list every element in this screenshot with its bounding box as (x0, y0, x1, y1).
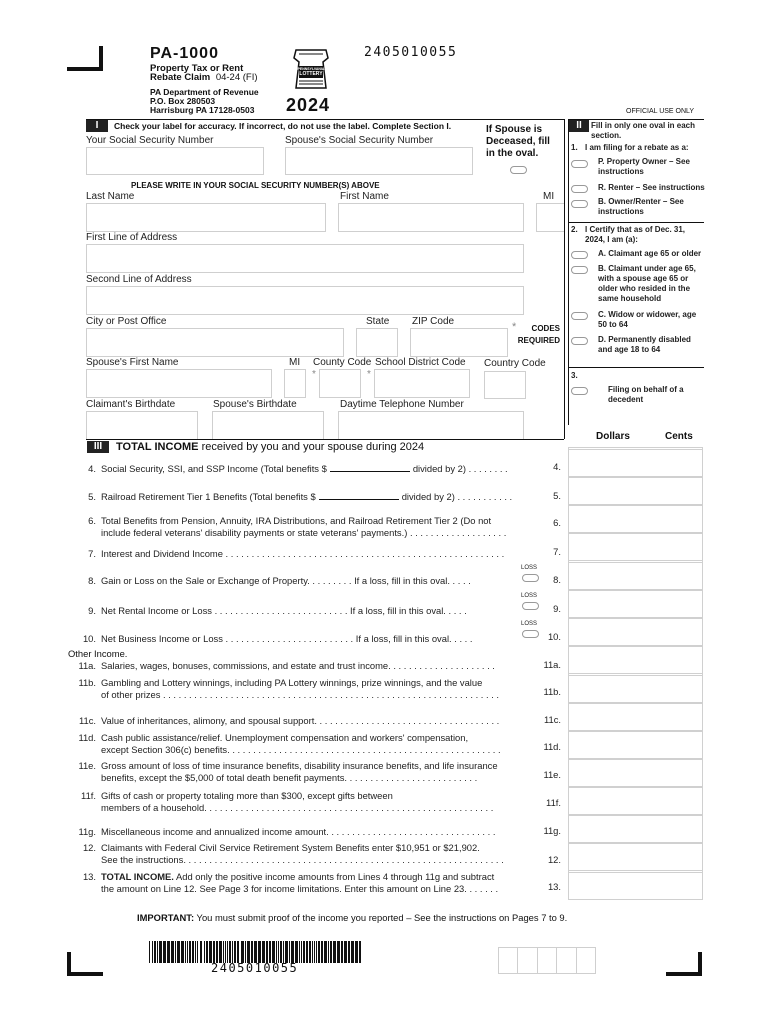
barcode (149, 941, 363, 963)
barcode-bar (309, 941, 311, 963)
amount-field[interactable] (568, 759, 703, 787)
barcode-bar (167, 941, 170, 963)
address-line2-field[interactable] (86, 286, 524, 315)
office-use-box (557, 948, 576, 973)
opt-renter-label: R. Renter – See instructions (598, 183, 705, 192)
barcode-bar (245, 941, 246, 963)
barcode-bar (216, 941, 218, 963)
section-2-divider-1 (568, 222, 704, 223)
line-number: 13. (82, 871, 96, 882)
line-description-text: Salaries, wages, bonuses, commissions, and estate and trust income. . . . . . . . . . . . . . . . . . . . . (101, 660, 495, 671)
barcode-bar (192, 941, 194, 963)
line-description-text: Add only the positive income amounts from Lines 4 through 11g and subtract (173, 871, 495, 882)
line-number: 9. (88, 605, 96, 616)
spouse-first-name-field[interactable] (86, 369, 272, 398)
line-description-text: Gifts of cash or property totaling more than $300, except gifts between (101, 790, 393, 801)
barcode-bar (341, 941, 343, 963)
line-reference: 11b. (543, 686, 561, 697)
barcode-bar (262, 941, 265, 963)
spouse-deceased-text: If Spouse is Deceased, fill in the oval. (486, 124, 550, 159)
line-description (101, 732, 468, 743)
q2-number: 2. (571, 225, 578, 234)
barcode-bar (314, 941, 315, 963)
opt-property-owner-oval[interactable] (571, 160, 588, 168)
opt-disabled-oval[interactable] (571, 337, 588, 345)
loss-oval-10[interactable] (522, 630, 539, 638)
line-number: 11d. (78, 732, 96, 743)
barcode-bar (163, 941, 166, 963)
line-description (101, 715, 499, 726)
spouse-birthdate-field[interactable] (212, 411, 324, 439)
barcode-bar (337, 941, 340, 963)
line-description-tail: divided by 2) . . . . . . . . (412, 463, 508, 474)
codes-required: CODES REQUIRED (517, 324, 560, 345)
amount-field[interactable] (568, 731, 703, 759)
q1-text: I am filing for a rebate as a: (585, 143, 689, 152)
barcode-bar (204, 941, 205, 963)
mi-field[interactable] (536, 203, 564, 232)
line-description-continued: except Section 306(c) benefits. . . . . . . . . . . . . . . . . . . . . . . . . . . . . . . . . . . . . . . . . . . . . . . . . . . . . (101, 744, 501, 755)
opt-property-owner-label: P. Property Owner – See instructions (598, 157, 690, 176)
country-code-field[interactable] (484, 371, 526, 399)
line-number: 11g. (78, 826, 96, 837)
form-title-text: Rebate Claim (150, 72, 211, 83)
zip-label: ZIP Code (412, 316, 455, 327)
barcode-bar (306, 941, 308, 963)
barcode-bar (321, 941, 323, 963)
crop-mark-bottom-right (666, 972, 702, 976)
section-3-title (116, 441, 424, 453)
amount-field[interactable] (568, 590, 703, 618)
opt-widow-label: C. Widow or widower, age 50 to 64 (598, 310, 697, 329)
barcode-bar (175, 941, 176, 963)
opt-decedent-label: Filing on behalf of a decedent (608, 385, 684, 404)
amount-field[interactable] (568, 815, 703, 843)
ssn-label: Your Social Security Number (86, 135, 214, 146)
opt-decedent-oval[interactable] (571, 387, 588, 395)
spouse-deceased-oval[interactable] (510, 166, 527, 174)
barcode-bar (299, 941, 300, 963)
opt-age65-label: A. Claimant age 65 or older (598, 249, 702, 258)
barcode-bar (197, 941, 198, 963)
amount-field[interactable] (568, 703, 703, 731)
claimant-birthdate-field[interactable] (86, 411, 198, 439)
line-number: 12. (82, 842, 96, 853)
important-label: IMPORTANT: (137, 912, 195, 923)
address-line2-label: Second Line of Address (86, 274, 192, 285)
section-1-instruction: Check your label for accuracy. If incorrect, do not use the label. Complete Section I. (114, 121, 452, 131)
crop-mark-bottom-left (67, 972, 103, 976)
barcode-bar (225, 941, 226, 963)
barcode-bar (185, 941, 186, 963)
barcode-number-top: 2405010055 (364, 45, 458, 60)
spouse-ssn-field[interactable] (285, 147, 473, 175)
loss-label-9: LOSS (521, 593, 538, 599)
barcode-bar (227, 941, 228, 963)
barcode-bar (272, 941, 275, 963)
line-number: 6. (88, 515, 96, 526)
barcode-bar (149, 941, 150, 963)
barcode-bar (187, 941, 188, 963)
county-code-label: County Code (313, 357, 372, 368)
other-income-label: Other Income. (68, 648, 128, 659)
amount-field[interactable] (568, 449, 703, 477)
loss-label-8: LOSS (521, 565, 538, 571)
line-description-text: Social Security, SSI, and SSP Income (Total benefits $ (101, 463, 327, 474)
line-description-text: Miscellaneous income and annualized income amount. . . . . . . . . . . . . . . . . . . . . . . . . . . . . . . . . (101, 826, 496, 837)
barcode-bar (301, 941, 302, 963)
opt-age65-oval[interactable] (571, 251, 588, 259)
line-description-tail: divided by 2) . . . . . . . . . . . (401, 491, 513, 502)
line-reference: 7. (553, 546, 561, 557)
barcode-bar (324, 941, 327, 963)
dept-line3: Harrisburg PA 17128-0503 (150, 105, 255, 115)
cents-header: Cents (665, 431, 693, 442)
line-description-text: Net Rental Income or Loss . . . . . . . . . . . . . . . . . . . . . . . . . . If a loss, fill in this oval. . . . . (101, 605, 467, 616)
line-number: 11f. (81, 790, 96, 801)
line-description (101, 842, 480, 853)
barcode-bar (269, 941, 271, 963)
zip-field[interactable] (410, 328, 508, 357)
barcode-bar (213, 941, 215, 963)
line-description-text: Interest and Dividend Income . . . . . . . . . . . . . . . . . . . . . . . . . . . . . . . . . . . . . . . . . . . . . . . . . . . . . . (101, 548, 505, 559)
line-reference: 5. (553, 490, 561, 501)
write-ssn-note: PLEASE WRITE IN YOUR SOCIAL SECURITY NUMBER(S) ABOVE (131, 181, 380, 190)
amount-field[interactable] (568, 562, 703, 590)
line-number: 10. (82, 633, 96, 644)
form-title-line2 (150, 72, 258, 83)
codes-required-star: * (512, 321, 517, 333)
pa-lottery-logo (290, 48, 332, 92)
loss-oval-8[interactable] (522, 574, 539, 582)
barcode-bar (254, 941, 257, 963)
amount-field[interactable] (568, 646, 703, 674)
last-name-label: Last Name (86, 191, 135, 202)
loss-oval-9[interactable] (522, 602, 539, 610)
barcode-bar (316, 941, 317, 963)
county-code-star: * (312, 369, 316, 380)
spouse-birthdate-label: Spouse's Birthdate (213, 399, 297, 410)
barcode-bar (247, 941, 250, 963)
school-code-star: * (367, 369, 371, 380)
barcode-bar (303, 941, 305, 963)
barcode-bar (157, 941, 158, 963)
line-description-text: Gambling and Lottery winnings, including PA Lottery winnings, prize winnings, and the value (101, 677, 483, 688)
city-field[interactable] (86, 328, 344, 357)
line-number: 11e. (78, 760, 96, 771)
barcode-bar (266, 941, 268, 963)
office-use-boxes (498, 947, 596, 974)
section-1-top-rule (86, 119, 564, 120)
line-description-text: Net Business Income or Loss . . . . . . . . . . . . . . . . . . . . . . . . . If a loss, fill in this oval. . . . . (101, 633, 473, 644)
section-3-title-bold: TOTAL INCOME (116, 441, 199, 453)
barcode-bar (219, 941, 222, 963)
line-description (101, 826, 495, 837)
line-reference: 11c. (543, 714, 561, 725)
address-line1-field[interactable] (86, 244, 524, 273)
line-reference: 13. (547, 881, 561, 892)
barcode-bar (177, 941, 180, 963)
barcode-bar (280, 941, 282, 963)
line-description (101, 491, 512, 502)
barcode-bar (200, 941, 202, 963)
address-line1-label: First Line of Address (86, 232, 178, 243)
state-field[interactable] (356, 328, 398, 357)
barcode-bar (206, 941, 208, 963)
section-1-bottom-rule (86, 439, 564, 440)
line-reference: 11g. (543, 825, 561, 836)
line-reference: 11a. (543, 659, 561, 670)
barcode-bar (229, 941, 231, 963)
opt-under65-oval[interactable] (571, 266, 588, 274)
line-reference: 11d. (543, 741, 561, 752)
spouse-mi-field[interactable] (284, 369, 306, 398)
amount-field[interactable] (568, 872, 703, 900)
line-reference: 9. (553, 603, 561, 614)
line-reference: 11e. (543, 769, 561, 780)
line-number: 7. (88, 548, 96, 559)
barcode-bar (251, 941, 253, 963)
barcode-bar (359, 941, 361, 963)
q1-number: 1. (571, 143, 578, 152)
barcode-bar (276, 941, 277, 963)
barcode-bar (189, 941, 191, 963)
barcode-bar (195, 941, 196, 963)
barcode-bar (278, 941, 279, 963)
crop-mark-top-left-v (99, 46, 103, 71)
school-district-code-field[interactable] (374, 369, 470, 398)
amount-field[interactable] (568, 787, 703, 815)
amount-field[interactable] (568, 675, 703, 703)
section-2-intro: Fill in only one oval in each section. (591, 121, 696, 140)
mi-label: MI (543, 191, 555, 202)
barcode-bar (241, 941, 244, 963)
line-description (101, 660, 495, 671)
q2-text: I Certify that as of Dec. 31, 2024, I am (a): (585, 225, 686, 244)
line-description (101, 463, 508, 474)
crop-mark-bottom-right-v (698, 952, 702, 976)
dollars-header: Dollars (596, 431, 630, 442)
opt-under65-label: B. Claimant under age 65, with a spouse age 65 or older who resided in the same household (598, 264, 696, 303)
line-description-continued: See the instructions. . . . . . . . . . . . . . . . . . . . . . . . . . . . . . . . . . . . . . . . . . . . . . . . . . . . . . . . . . . . . . (101, 854, 504, 865)
loss-label-10: LOSS (521, 621, 538, 627)
line-description-bold: TOTAL INCOME. (101, 871, 174, 882)
line-number: 4. (88, 463, 96, 474)
opt-renter-oval[interactable] (571, 185, 588, 193)
dept-line1: PA Department of Revenue (150, 87, 259, 97)
line-description-continued: of other prizes . . . . . . . . . . . . . . . . . . . . . . . . . . . . . . . . . . . . . . . . . . . . . . . . . . . . . . . . . . . . . . . . . (101, 689, 500, 700)
section-1-badge: I (86, 120, 108, 132)
line-description-text: Value of inheritances, alimony, and spousal support. . . . . . . . . . . . . . . . . . . . . . . . . . . . . . . . . . . . (101, 715, 500, 726)
barcode-bar (291, 941, 294, 963)
section-1-right-rule (564, 119, 565, 439)
line-description-continued: include federal veterans' disability payments or state veterans' payments.) . . . . . . . . . . . . . . . . . . . (101, 527, 507, 538)
office-use-box (577, 948, 595, 973)
opt-owner-renter-oval[interactable] (571, 200, 588, 208)
barcode-number-bottom: 2405010055 (211, 961, 299, 975)
barcode-bar (181, 941, 184, 963)
line-number: 5. (88, 491, 96, 502)
line-description (101, 548, 504, 559)
line-description-text: Total Benefits from Pension, Annuity, IRA Distributions, and Railroad Retirement Tier 2 (Do not (101, 515, 492, 526)
opt-owner-renter-label: B. Owner/Renter – See instructions (598, 197, 684, 216)
barcode-bar (312, 941, 313, 963)
daytime-phone-field[interactable] (338, 411, 524, 439)
line-description-text: Railroad Retirement Tier 1 Benefits (Total benefits $ (101, 491, 316, 502)
line-description-continued: benefits, except the $5,000 of total death benefit payments. . . . . . . . . . . . . . . . . . . . . . . . . . (101, 772, 478, 783)
line-description (101, 605, 467, 616)
school-district-code-label: School District Code (375, 357, 466, 368)
opt-disabled-label: D. Permanently disabled and age 18 to 64 (598, 335, 691, 354)
section-2-badge: II (569, 120, 589, 132)
barcode-bar (344, 941, 347, 963)
first-name-label: First Name (340, 191, 389, 202)
important-text: You must submit proof of the income you reported – See the instructions on Pages 7 to 9. (196, 912, 568, 923)
barcode-bar (234, 941, 236, 963)
line-description-text: Cash public assistance/relief. Unemployment compensation and workers' compensation, (101, 732, 469, 743)
barcode-bar (295, 941, 298, 963)
form-title-line1: Property Tax or Rent (150, 63, 244, 74)
barcode-bar (348, 941, 350, 963)
barcode-bar (159, 941, 162, 963)
barcode-bar (223, 941, 224, 963)
line-description (101, 515, 491, 526)
barcode-bar (209, 941, 212, 963)
tax-year: 2024 (286, 95, 331, 115)
city-label: City or Post Office (86, 316, 167, 327)
line-description (101, 677, 482, 688)
barcode-bar (237, 941, 239, 963)
barcode-bar (289, 941, 290, 963)
barcode-bar (330, 941, 332, 963)
daytime-phone-label: Daytime Telephone Number (340, 399, 464, 410)
line-description (101, 575, 471, 586)
form-code: PA-1000 (150, 45, 219, 62)
section-3-title-rest: received by you and your spouse during 2024 (201, 441, 425, 453)
state-label: State (366, 316, 390, 327)
crop-mark-bottom-left-v (67, 952, 71, 976)
q3-number: 3. (571, 371, 578, 380)
line-description-text: Gain or Loss on the Sale or Exchange of Property. . . . . . . . . If a loss, fill in this oval. . . . . (101, 575, 471, 586)
barcode-bar (152, 941, 153, 963)
amount-field[interactable] (568, 505, 703, 533)
line-number: 11c. (78, 715, 96, 726)
line-number: 8. (88, 575, 96, 586)
claimant-birthdate-label: Claimant's Birthdate (86, 399, 176, 410)
barcode-bar (333, 941, 336, 963)
line-description-continued: members of a household. . . . . . . . . . . . . . . . . . . . . . . . . . . . . . . . . . . . . . . . . . . . . . . . . . . . . . . . (101, 802, 494, 813)
amount-field[interactable] (568, 843, 703, 871)
important-note (137, 912, 567, 923)
official-use-only: OFFICIAL USE ONLY (626, 108, 695, 115)
line-reference: 6. (553, 517, 561, 528)
crop-mark-top-left (67, 67, 103, 71)
line-number: 11a. (78, 660, 96, 671)
line-reference: 12. (547, 854, 561, 865)
dept-line2: P.O. Box 280503 (150, 96, 216, 106)
line-description (101, 790, 393, 801)
spouse-ssn-label: Spouse's Social Security Number (285, 135, 434, 146)
benefits-amount-field[interactable] (319, 491, 399, 500)
office-use-box (518, 948, 537, 973)
barcode-bar (171, 941, 174, 963)
barcode-bar (328, 941, 329, 963)
spouse-first-name-label: Spouse's First Name (86, 357, 179, 368)
line-description-text: Gross amount of loss of time insurance benefits, disability insurance benefits, and life insurance (101, 760, 498, 771)
line-description (101, 760, 498, 771)
barcode-bar (283, 941, 284, 963)
amount-field[interactable] (568, 533, 703, 561)
office-use-box (499, 948, 518, 973)
barcode-bar (351, 941, 354, 963)
spouse-mi-label: MI (289, 357, 301, 368)
lottery-logo-text-1: PENNSYLVANIA (297, 67, 325, 71)
section-3-badge: III (87, 441, 109, 453)
office-use-box (538, 948, 557, 973)
form-version: 04-24 (FI) (215, 72, 258, 83)
country-code-label: Country Code (484, 358, 546, 369)
line-number: 11b. (78, 677, 96, 688)
first-name-field[interactable] (338, 203, 524, 232)
barcode-bar (355, 941, 358, 963)
amount-field[interactable] (568, 618, 703, 646)
barcode-bar (154, 941, 156, 963)
barcode-bar (285, 941, 288, 963)
opt-widow-oval[interactable] (571, 312, 588, 320)
line-reference: 11f. (546, 797, 561, 808)
barcode-bar (258, 941, 261, 963)
line-description-continued: the amount on Line 12. See Page 3 for income limitations. Enter this amount on Line 23. . . . . . . (101, 883, 499, 894)
section-2-divider-2 (568, 367, 704, 368)
line-description (101, 633, 472, 644)
line-reference: 8. (553, 574, 561, 585)
lottery-logo-text-2: LOTTERY (299, 71, 323, 77)
line-reference: 4. (553, 461, 561, 472)
line-reference: 10. (547, 631, 561, 642)
barcode-bar (232, 941, 233, 963)
line-description (101, 871, 494, 882)
county-code-field[interactable] (319, 369, 361, 398)
last-name-field[interactable] (86, 203, 326, 232)
benefits-amount-field[interactable] (330, 463, 410, 472)
ssn-field[interactable] (86, 147, 264, 175)
amount-field[interactable] (568, 477, 703, 505)
barcode-bar (318, 941, 320, 963)
line-description-text: Claimants with Federal Civil Service Retirement System Benefits enter $10,951 or $21,902. (101, 842, 480, 853)
